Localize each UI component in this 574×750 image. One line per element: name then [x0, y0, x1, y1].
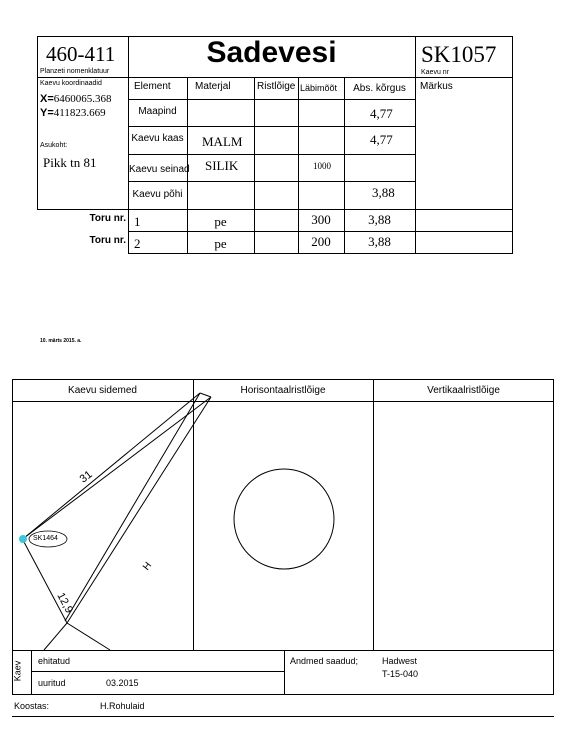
location-value: Pikk tn 81: [43, 155, 97, 170]
row-height: 3,88: [372, 185, 395, 200]
pipe-line: [24, 393, 200, 538]
manhole-circle: [234, 469, 334, 569]
header-cross-section: Ristlõige: [257, 81, 296, 92]
well-number: SK1057: [421, 42, 497, 67]
header-diameter: Läbimõõt: [300, 83, 338, 93]
pipe-diameter: 200: [311, 234, 331, 249]
data-from-code: T-15-040: [382, 669, 419, 679]
pipe-line: [67, 623, 110, 650]
pipe-label: Toru nr.: [89, 213, 126, 224]
col-header-horizontal: Horisontaalristlõige: [240, 385, 326, 396]
row-material: MALM: [202, 134, 243, 149]
distance-label: 12,9: [54, 590, 76, 616]
surveyed-label: uuritud: [38, 678, 66, 688]
compiled-label: Koostas:: [14, 701, 50, 711]
header-material: Materjal: [195, 81, 231, 92]
x-value: 6460065.368: [53, 93, 112, 105]
row-element: Kaevu kaas: [131, 133, 184, 144]
nomenclature-label: Planzeti nomenklatuur: [40, 68, 110, 75]
nomenclature-code: 460-411: [46, 42, 116, 66]
row-element: Kaevu seinad: [129, 164, 190, 175]
pipe-height: 3,88: [368, 212, 391, 227]
pipe-line: [200, 393, 211, 397]
x-prefix: X=: [40, 93, 54, 105]
header-notes: Märkus: [420, 81, 453, 92]
pipe-label: Toru nr.: [89, 235, 126, 246]
row-material: SILIK: [205, 158, 239, 173]
pipe-line: [24, 542, 67, 623]
location-label: Asukoht:: [40, 142, 68, 149]
built-label: ehitatud: [38, 656, 71, 666]
pipe-line: [65, 393, 200, 621]
pipe-height: 3,88: [368, 234, 391, 249]
distance-label: 31: [77, 468, 95, 486]
document-date: 10. märts 2015. a.: [40, 338, 82, 344]
well-tag: SK1464: [33, 535, 58, 542]
well-number-label: Kaevu nr: [421, 69, 450, 76]
side-label-well: Kaev: [12, 660, 23, 682]
data-from-label: Andmed saadud;: [290, 656, 359, 666]
surveyed-date: 03.2015: [106, 678, 139, 688]
pipe-material: pe: [214, 236, 227, 251]
header-abs-height: Abs. kõrgus: [353, 83, 406, 94]
header-element: Element: [134, 81, 171, 92]
y-prefix: Y=: [40, 107, 54, 119]
pipe-diameter: 300: [311, 212, 331, 227]
pipe-line: [67, 397, 211, 623]
coordinates-label: Kaevu koordinaadid: [40, 80, 102, 87]
well-marker: [19, 535, 27, 543]
y-value: 411823.669: [53, 107, 106, 119]
row-diameter: 1000: [313, 161, 331, 171]
col-header-vertical: Vertikaalristlõige: [427, 385, 500, 396]
pipe-number: 1: [134, 214, 141, 229]
pipe-line: [44, 623, 67, 650]
compiled-name: H.Rohulaid: [100, 701, 145, 711]
pipe-material: pe: [214, 214, 227, 229]
row-element: Kaevu põhi: [132, 189, 183, 200]
pipe-line: [24, 397, 211, 538]
data-from-company: Hadwest: [382, 656, 418, 666]
row-element: Maapind: [138, 106, 177, 117]
row-height: 4,77: [370, 132, 393, 147]
col-header-connections: Kaevu sidemed: [68, 385, 137, 396]
row-height: 4,77: [370, 106, 393, 121]
card-title: Sadevesi: [206, 36, 337, 69]
h-label: H: [141, 560, 155, 573]
pipe-number: 2: [134, 236, 141, 251]
